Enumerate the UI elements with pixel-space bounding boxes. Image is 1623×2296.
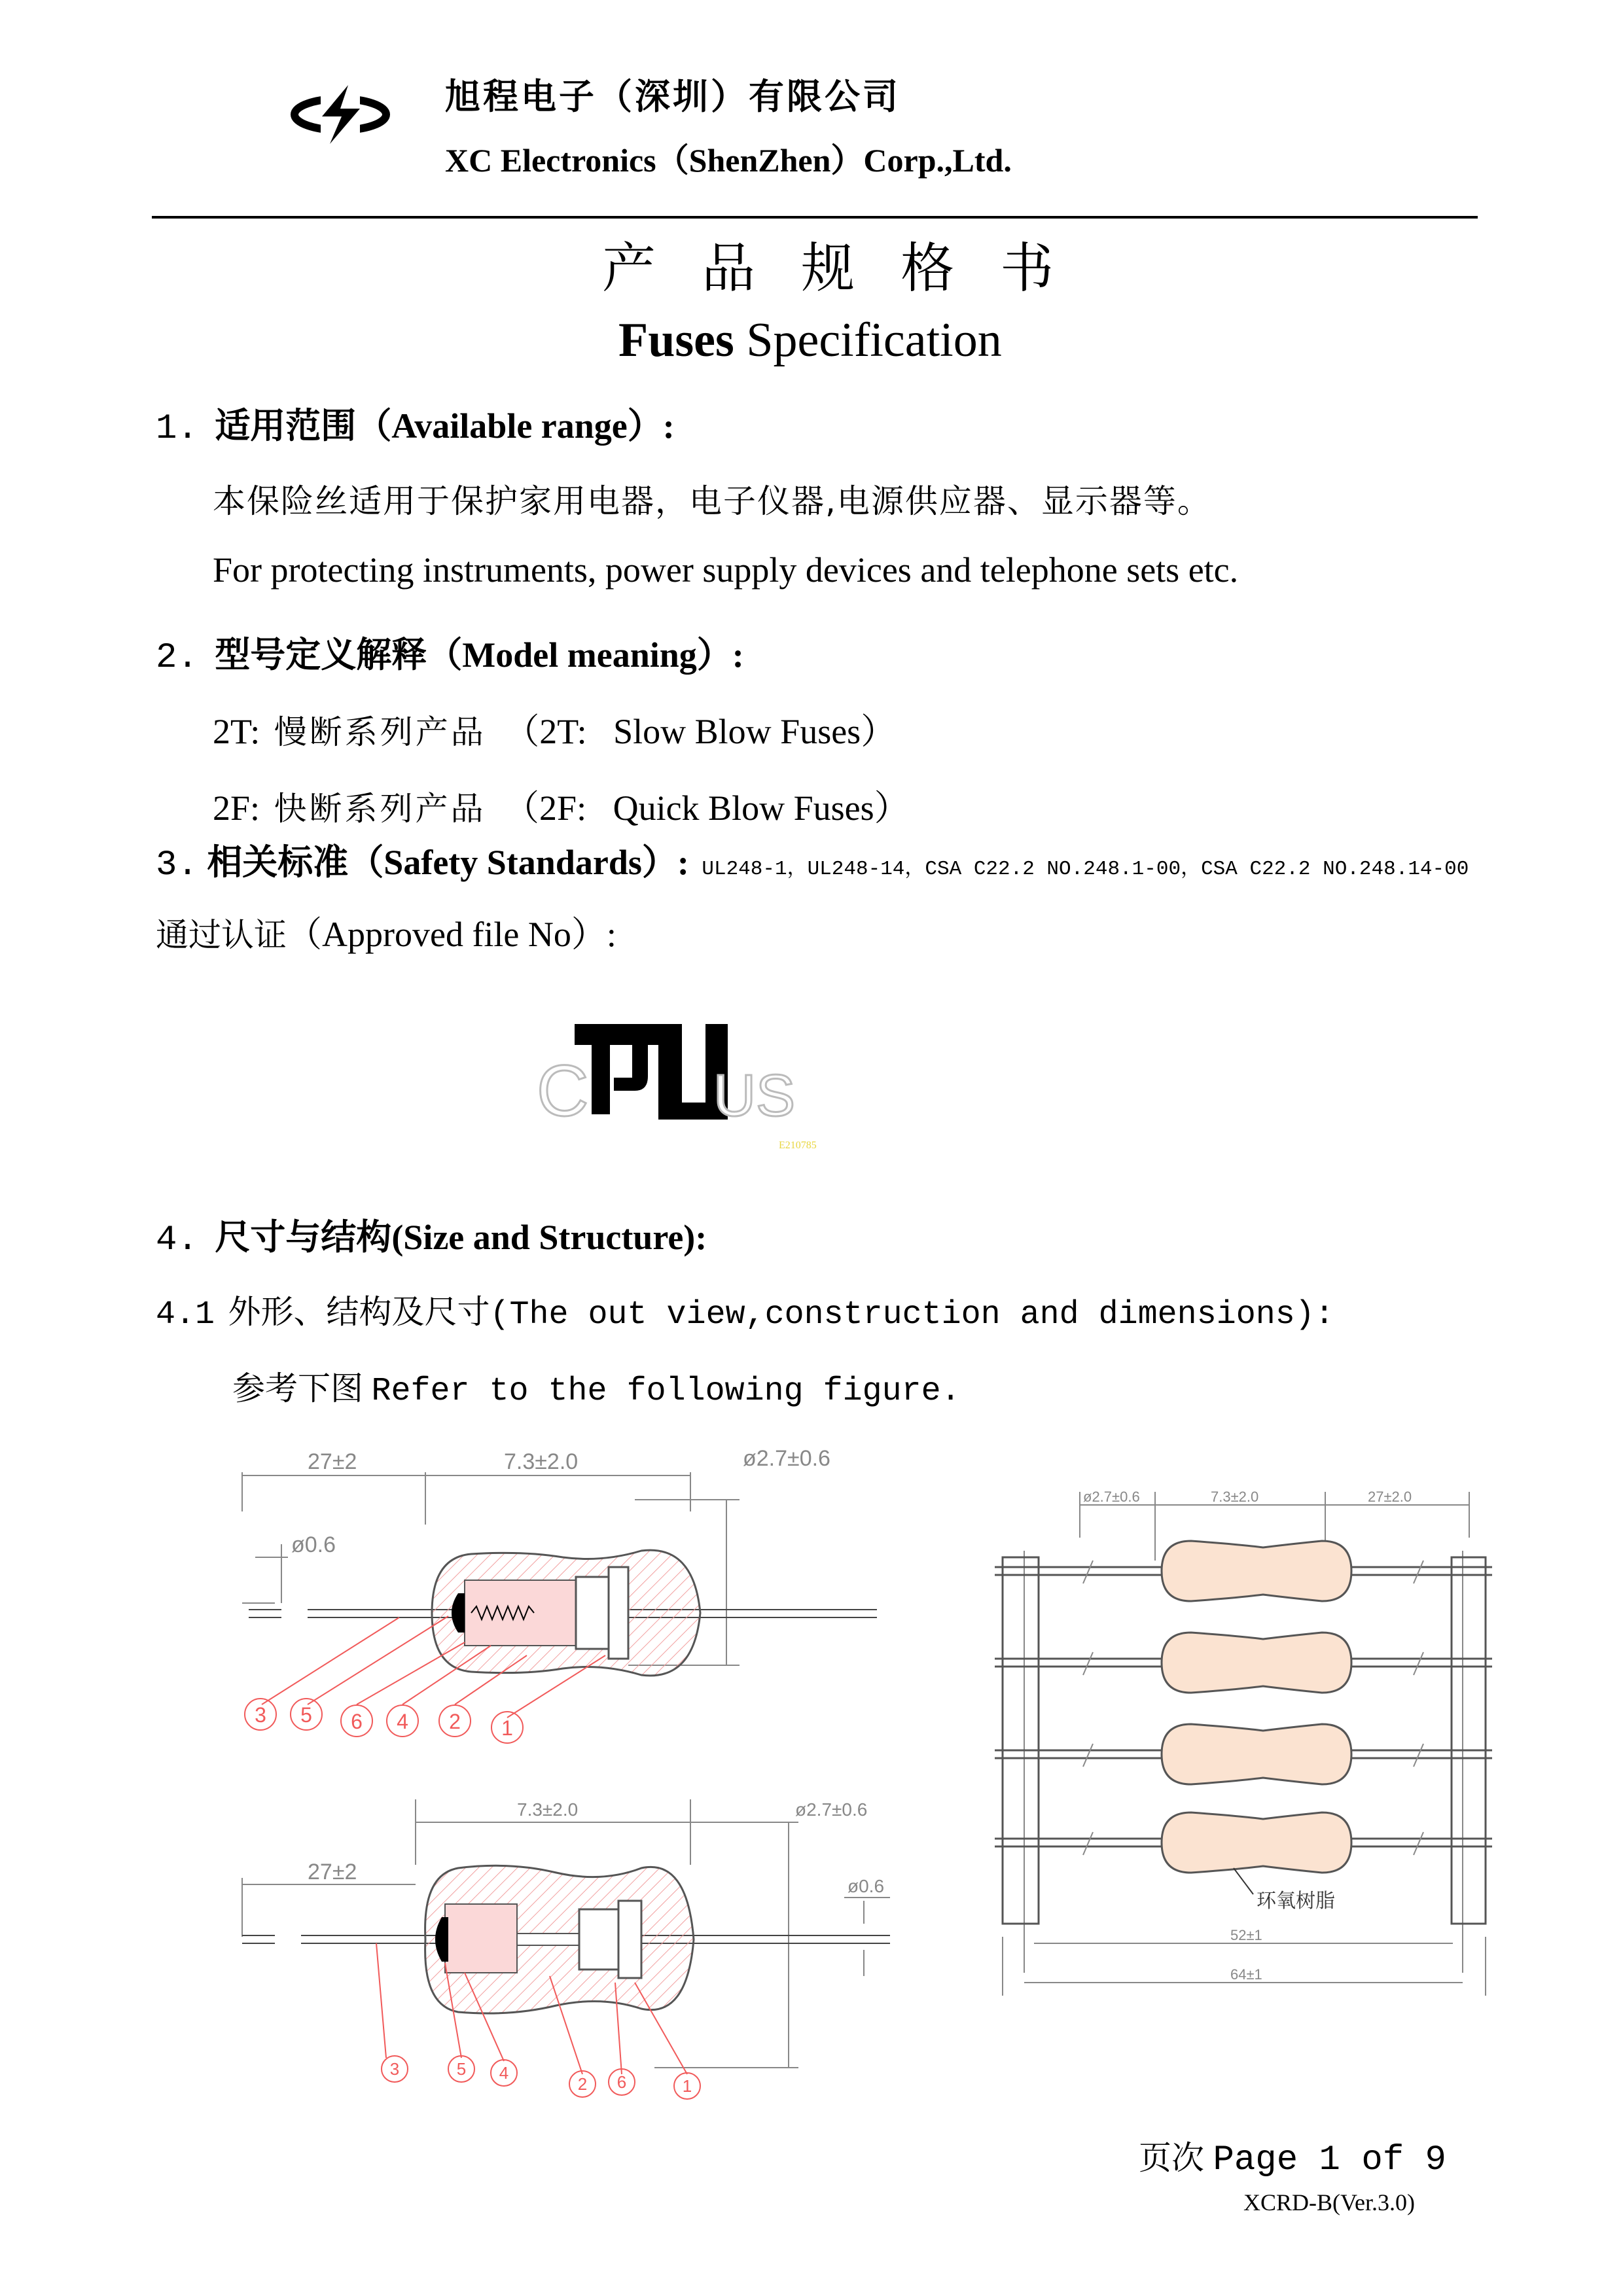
cul-us-certification-mark bbox=[537, 1004, 796, 1135]
callout-6: 6 bbox=[616, 2072, 627, 2092]
callout-2: 2 bbox=[449, 1710, 461, 1733]
page-title-cn: 产 品 规 格 书 bbox=[602, 238, 1069, 300]
tape-dim-lead: 27±2.0 bbox=[1368, 1489, 1412, 1505]
dim-lead-length: 27±2 bbox=[308, 1449, 357, 1474]
page-title-en-bold: Fuses bbox=[618, 313, 734, 367]
callout-3: 3 bbox=[255, 1703, 266, 1727]
tape-dim-diameter: ø2.7±0.6 bbox=[1083, 1489, 1140, 1505]
callout-6: 6 bbox=[351, 1710, 363, 1733]
standards-list: UL248-1，UL248-14，CSA C22.2 NO.248.1-00，CSA C22.2 NO.248.14-00 bbox=[702, 858, 1469, 881]
cul-us-letters: US bbox=[713, 1063, 796, 1129]
tape-dim-inner: 52±1 bbox=[1230, 1927, 1262, 1943]
callout-5: 5 bbox=[456, 2059, 467, 2079]
page-title-en bbox=[618, 313, 1002, 368]
tape-dim-body: 7.3±2.0 bbox=[1211, 1489, 1259, 1505]
company-logo bbox=[281, 79, 399, 150]
tape-dim-outer: 64±1 bbox=[1230, 1966, 1262, 1983]
reference-line: 参考下图 Refer to the following figure. bbox=[232, 1369, 961, 1410]
callout-1: 1 bbox=[682, 2076, 692, 2096]
fuse-tape-drawing bbox=[995, 1485, 1492, 2009]
callout-4: 4 bbox=[499, 2063, 509, 2083]
callout-2: 2 bbox=[577, 2074, 588, 2094]
epoxy-label: 环氧树脂 bbox=[1257, 1890, 1335, 1912]
company-name-cn: 旭程电子（深圳）有限公司 bbox=[445, 76, 901, 117]
section-2-heading: 2. 型号定义解释（Model meaning）: bbox=[156, 634, 744, 678]
dim-wire-diameter: ø0.6 bbox=[291, 1532, 336, 1557]
section-4-1-line: 4.1 外形、结构及尺寸(The out view,construction and dimensions): bbox=[156, 1293, 1334, 1333]
header-divider bbox=[152, 216, 1478, 219]
cul-c-letter: C bbox=[537, 1051, 589, 1131]
page-indicator: 页次 Page 1 of 9 bbox=[1139, 2139, 1446, 2180]
callout-4: 4 bbox=[397, 1710, 408, 1733]
fuse-cross-section-top bbox=[236, 1446, 890, 1760]
doc-code: XCRD-B(Ver.3.0) bbox=[1243, 2189, 1415, 2216]
section-3-heading: 3. 相关标准（Safety Standards）: UL248-1，UL248-14，CSA C22.2 NO.248.1-00，CSA C22.2 NO.248.14-00 bbox=[156, 841, 1469, 885]
model-line-2t: 2T: 慢断系列产品 （2T: Slow Blow Fuses） bbox=[213, 712, 897, 751]
callout-3: 3 bbox=[389, 2059, 400, 2079]
dim-lead-length: 27±2 bbox=[308, 1860, 357, 1884]
section-4-heading: 4. 尺寸与结构(Size and Structure): bbox=[156, 1216, 707, 1260]
section-1-heading: 1. 适用范围（Available range）: bbox=[156, 405, 675, 449]
page-title-en-rest: Specification bbox=[734, 313, 1002, 367]
dim-body-length: 7.3±2.0 bbox=[504, 1449, 579, 1474]
section-1-body-en: For protecting instruments, power supply devices and telephone sets etc. bbox=[213, 550, 1239, 590]
ul-file-number: E210785 bbox=[779, 1140, 817, 1151]
section-1-body-cn: 本保险丝适用于保护家用电器，电子仪器,电源供应器、显示器等。 bbox=[213, 482, 1211, 520]
fuse-cross-section-bottom bbox=[236, 1786, 916, 2113]
dim-wire-diameter: ø0.6 bbox=[847, 1876, 885, 1896]
callout-1: 1 bbox=[501, 1716, 513, 1740]
dim-body-diameter: ø2.7±0.6 bbox=[795, 1799, 868, 1820]
model-line-2f: 2F: 快断系列产品 （2F: Quick Blow Fuses） bbox=[213, 788, 910, 828]
dim-body-length: 7.3±2.0 bbox=[517, 1799, 579, 1820]
company-name-en: XC Electronics（ShenZhen）Corp.,Ltd. bbox=[445, 142, 1012, 179]
dim-body-diameter: ø2.7±0.6 bbox=[743, 1446, 830, 1471]
approved-file-label: 通过认证（Approved file No）: bbox=[156, 915, 616, 954]
callout-5: 5 bbox=[300, 1703, 312, 1727]
